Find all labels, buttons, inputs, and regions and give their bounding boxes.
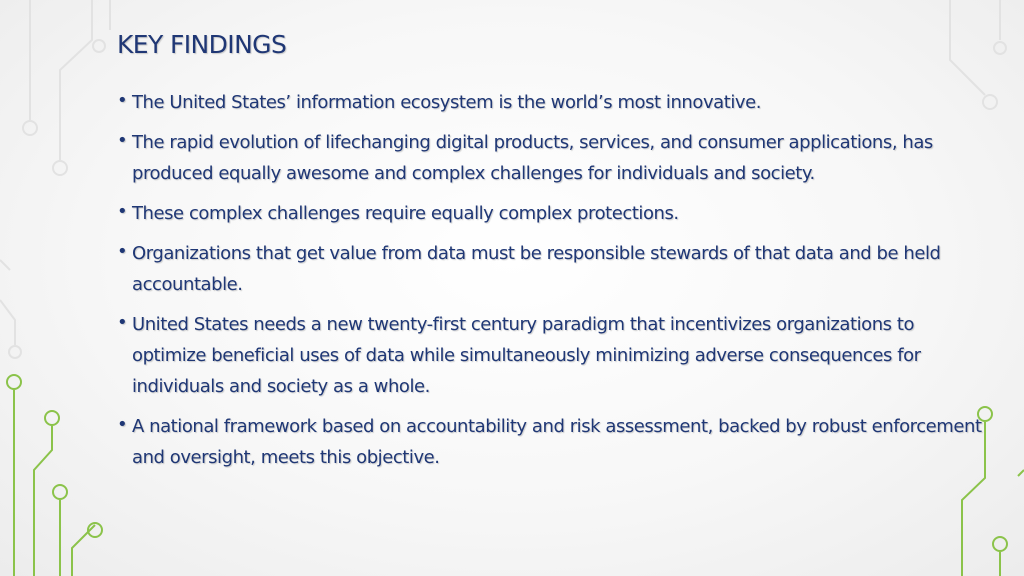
bullet-text: These complex challenges require equally complex protections. xyxy=(132,203,679,224)
list-item xyxy=(117,198,987,229)
bullet-list xyxy=(117,87,987,482)
bullet-icon: • xyxy=(117,241,128,262)
bullet-icon: • xyxy=(117,201,128,222)
slide-title: KEY FINDINGS xyxy=(117,30,287,59)
bullet-icon: • xyxy=(117,90,128,111)
bullet-text: United States needs a new twenty-first century paradigm that incentivizes organizations to optimize beneficial uses of data while simultaneously minimizing adverse consequences for individuals and society as a whole. xyxy=(132,314,921,397)
list-item xyxy=(117,127,987,189)
bullet-icon: • xyxy=(117,414,128,435)
list-item xyxy=(117,309,987,402)
bullet-text: A national framework based on accountability and risk assessment, backed by robust enforcement and oversight, meets this objective. xyxy=(132,416,982,468)
list-item xyxy=(117,87,987,118)
bullet-icon: • xyxy=(117,312,128,333)
bullet-text: The rapid evolution of lifechanging digital products, services, and consumer applications, has produced equally awesome and complex challenges for individuals and society. xyxy=(132,132,933,184)
bullet-icon: • xyxy=(117,130,128,151)
circuit-green-left xyxy=(7,375,102,576)
list-item xyxy=(117,238,987,300)
bullet-text: Organizations that get value from data must be responsible stewards of that data and be held accountable. xyxy=(132,243,941,295)
bullet-text: The United States’ information ecosystem is the world’s most innovative. xyxy=(132,92,761,113)
list-item xyxy=(117,411,987,473)
